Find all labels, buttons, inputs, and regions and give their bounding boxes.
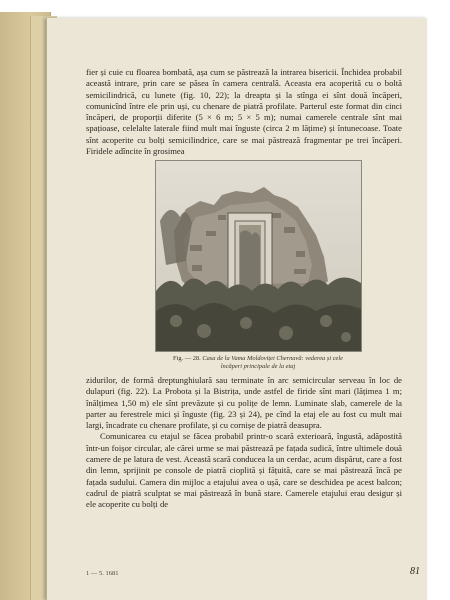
figure-number: Fig. — 28. [173, 355, 201, 362]
text-block-bottom [86, 375, 402, 511]
ruin-photograph [155, 160, 362, 352]
page-number: 81 [410, 566, 420, 577]
figure [155, 160, 360, 380]
paragraph-stairs: Comunicarea cu etajul se făcea probabil printr-o scară exterioară, îngustă, adăpostită într-un foișor circular, ale cărei urme se mai păstrează pe fațada sudică, între ultimele două camere de pe latura de vest. Această scară conducea la un cerdac, acum dispărut, care a fost din lemn, sprijinit pe console de piatră cioplită și fățuită, care se mai păstrează încă pe fațada sudului. Camera din mijloc a etajului avea o ușă, care se deschidea pe acest balcon; cadrul de piatră sculptat se mai păstrează în bună stare. Camerele etajului erau desigur și ele acoperite cu bolți de [86, 431, 402, 510]
figure-caption-text: Casa de la Vama Moldoviței Chernavă: vederea și cele încăperi principale de la etaj [202, 355, 343, 371]
paragraph-top: fier și cuie cu floarea bombată, așa cum se păstrează la intrarea bisericii. Închidea probabil această intrare, prin care se păsea în camera centrală. Aceasta era acoperită cu o boltă semicilindrică, cu lunete (fig. 10, 22); la dreapta și la stînga ei sînt două încăperi, comunicînd între ele prin uși, cu chenare de piatră profilate. Parterul este format din cinci încăperi, de proporții diferite (5 × 6 m; 5 × 5 m); numai camerele centrale sînt mai spațioase, celelalte laterale fiind mult mai înguste (circa 2 m lățime) și întunecoase. Toate sînt acoperite cu bolți semicilindrice, care se mai păstrează fragmentar pe trei încăperi. Firidele adîncite în grosimea [86, 67, 402, 157]
book-page [46, 18, 427, 600]
ruin-photograph-drawing [156, 161, 361, 351]
figure-caption [163, 355, 353, 371]
text-block-top [86, 67, 402, 157]
paragraph-continued: zidurilor, de formă dreptunghiulară sau terminate în arc semicircular serveau în loc de dulapuri (fig. 22). La Probota și la Bistrița, unde astfel de firide sînt mari (lățimea 1 m; înălțimea 1,50 m) ele sînt prevăzute și cu polițe de lemn. Luminate slab, camerele de la parter au ferestrele mici și înguste (fig. 23 și 24), pe cînd la etaj ele au fost cu mult mai largi, încadrate cu chenare profilate, și cu cornișe de piatră deasupra. [86, 375, 402, 431]
printer-signature: 1 — 5. 1681 [86, 570, 119, 577]
